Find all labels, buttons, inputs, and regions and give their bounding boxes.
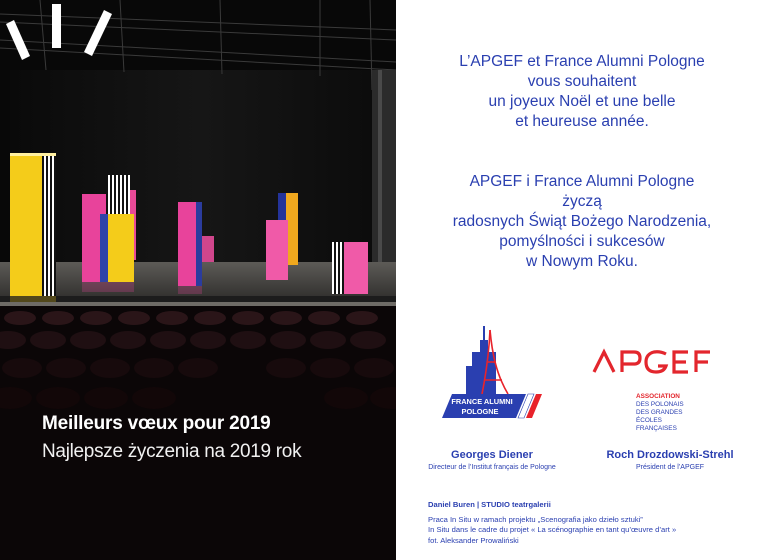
france-alumni-logo <box>442 322 542 424</box>
photo-credits <box>428 500 676 546</box>
sparkle-rays-icon <box>0 0 120 62</box>
greeting-line: pomyślności i sukcesów <box>499 233 665 250</box>
caption-french: Meilleurs vœux pour 2019 <box>42 413 271 434</box>
greeting-line: radosnych Świąt Bożego Narodzenia, <box>452 213 712 230</box>
apgef-tagline-1: ASSOCIATION <box>636 393 680 400</box>
apgef-tagline-3: DES GRANDES <box>636 409 683 416</box>
apgef-logo <box>592 346 722 436</box>
greeting-line: vous souhaitent <box>527 73 637 90</box>
signatory-role: Président de l’APGEF <box>635 464 705 471</box>
greeting-line: L’APGEF et France Alumni Pologne <box>459 53 705 70</box>
caption-polish: Najlepsze życzenia na 2019 rok <box>42 441 302 462</box>
signatory-drozdowski <box>594 449 746 471</box>
france-alumni-line1: FRANCE ALUMNI <box>451 397 513 406</box>
signatory-name: Georges Diener <box>451 449 533 461</box>
greeting-line: w Nowym Roku. <box>526 253 638 270</box>
signatory-role: Directeur de l’Institut français de Pologne <box>428 464 556 471</box>
credit-photo: fot. Aleksander Prowaliński <box>428 535 519 545</box>
greeting-panel <box>396 0 768 560</box>
signatory-diener <box>424 449 560 471</box>
signatory-name: Roch Drozdowski-Strehl <box>606 449 734 461</box>
france-alumni-line2: POLOGNE <box>461 407 499 416</box>
greeting-line: życzą <box>562 193 602 210</box>
apgef-tagline-2: DES POLONAIS <box>636 401 684 408</box>
greeting-french <box>396 52 768 132</box>
apgef-tagline-5: FRANÇAISES <box>636 425 677 432</box>
credit-line-pl: Praca In Situ w ramach projektu „Scenografia jako dzieło sztuki” <box>428 514 643 524</box>
apgef-wordmark: APGEF <box>592 346 596 347</box>
greeting-line: un joyeux Noël et une belle <box>488 93 676 110</box>
greeting-line: APGEF i France Alumni Pologne <box>469 173 695 190</box>
credit-artist: Daniel Buren | STUDIO teatrgalerii <box>428 500 551 509</box>
credit-line-fr: In Situ dans le cadre du projet « La scénographie en tant qu’œuvre d’art » <box>428 525 677 534</box>
greeting-polish <box>396 172 768 272</box>
greeting-line: et heureuse année. <box>515 113 649 130</box>
apgef-tagline-4: ÉCOLES <box>636 417 662 424</box>
